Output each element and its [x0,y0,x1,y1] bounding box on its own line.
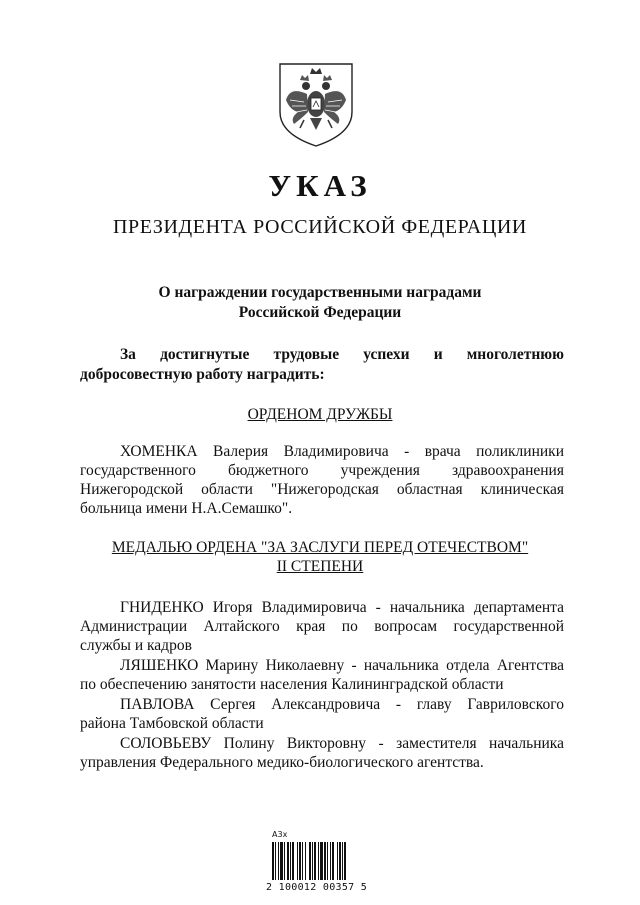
awardee-line: района Тамбовской области [80,715,264,732]
intro-paragraph [80,345,564,385]
award-section-title [0,538,640,576]
awardee-line: ЛЯШЕНКО Марину Николаевну - начальника отдела Агентства [120,657,564,674]
barcode-number: 2 100012 00357 5 [266,882,368,893]
awardee-paragraph [80,695,564,733]
barcode-bars-icon [272,842,364,880]
awardee-paragraph [80,656,564,694]
barcode-bar [312,842,313,880]
intro-word: За [120,346,136,363]
barcode-bar [324,842,326,880]
barcode-bar [299,842,301,880]
awardee-line: по обеспечению занятости населения Калининградской области [80,676,504,693]
barcode-bar [339,842,341,880]
barcode-bar [284,842,285,880]
barcode-bar [342,842,343,880]
document-subtitle: ПРЕЗИДЕНТА РОССИЙСКОЙ ФЕДЕРАЦИИ [113,216,527,238]
barcode-bar [309,842,311,880]
awardee-line: ГНИДЕНКО Игоря Владимировича - начальника департамента [120,599,564,616]
barcode-bar [287,842,289,880]
awardee-paragraph [80,598,564,655]
document-title: УКАЗ [268,168,372,203]
awardee-line: ХОМЕНКА Валерия Владимировича - врача поликлиники [120,443,564,460]
awardee-line: СОЛОВЬЕВУ Полину Викторовну - заместителя начальника [120,735,564,752]
decree-heading [0,283,640,323]
barcode-bar [305,842,306,880]
barcode-bar [302,842,303,880]
barcode-bar [337,842,338,880]
barcode-bar [290,842,291,880]
awardee-line: Нижегородской области "Нижегородская областная клиническая [80,481,564,498]
intro-word: достигнутые [160,346,250,363]
barcode-bar [344,842,346,880]
barcode-bar [278,842,279,880]
barcode-mark: A3x [272,830,288,839]
awardee-paragraph [80,734,564,772]
intro-word: многолетнюю [466,346,564,363]
barcode-bar [297,842,298,880]
intro-word: трудовые [273,346,340,363]
award-section-title-line: МЕДАЛЬЮ ОРДЕНА "ЗА ЗАСЛУГИ ПЕРЕД ОТЕЧЕСТВОМ" [111,539,529,556]
barcode-bar [314,842,316,880]
decree-heading-line: О награждении государственными наградами [158,284,482,301]
awardee-line: Администрации Алтайского края по вопросам государственной [80,618,564,635]
awardee-line: ПАВЛОВА Сергея Александровича - главу Гавриловского [120,696,564,713]
award-section-title-line: ОРДЕНОМ ДРУЖБЫ [247,406,393,423]
barcode-bar [292,842,294,880]
award-section-title [0,405,640,424]
awardee-line: государственного бюджетного учреждения здравоохранения [80,462,564,479]
awardee-line: службы и кадров [80,637,192,654]
barcode-bar [332,842,334,880]
double-headed-eagle-emblem-icon [276,60,356,148]
barcode-bar [327,842,328,880]
intro-line: добросовестную работу наградить: [80,366,325,383]
barcode-bar [280,842,283,880]
intro-word: и [433,346,443,363]
barcode-bar [320,842,323,880]
barcode-bar [330,842,331,880]
awardee-line: больница имени Н.А.Семашко". [80,500,293,517]
award-section-title-line: II СТЕПЕНИ [276,558,364,575]
barcode-bar [318,842,319,880]
decree-heading-line: Российской Федерации [238,304,402,321]
barcode [262,830,372,896]
awardee-paragraph [80,442,564,518]
barcode-bar [275,842,276,880]
intro-word: успехи [363,346,410,363]
awardee-line: управления Федерального медико-биологического агентства. [80,754,484,771]
barcode-bar [272,842,274,880]
